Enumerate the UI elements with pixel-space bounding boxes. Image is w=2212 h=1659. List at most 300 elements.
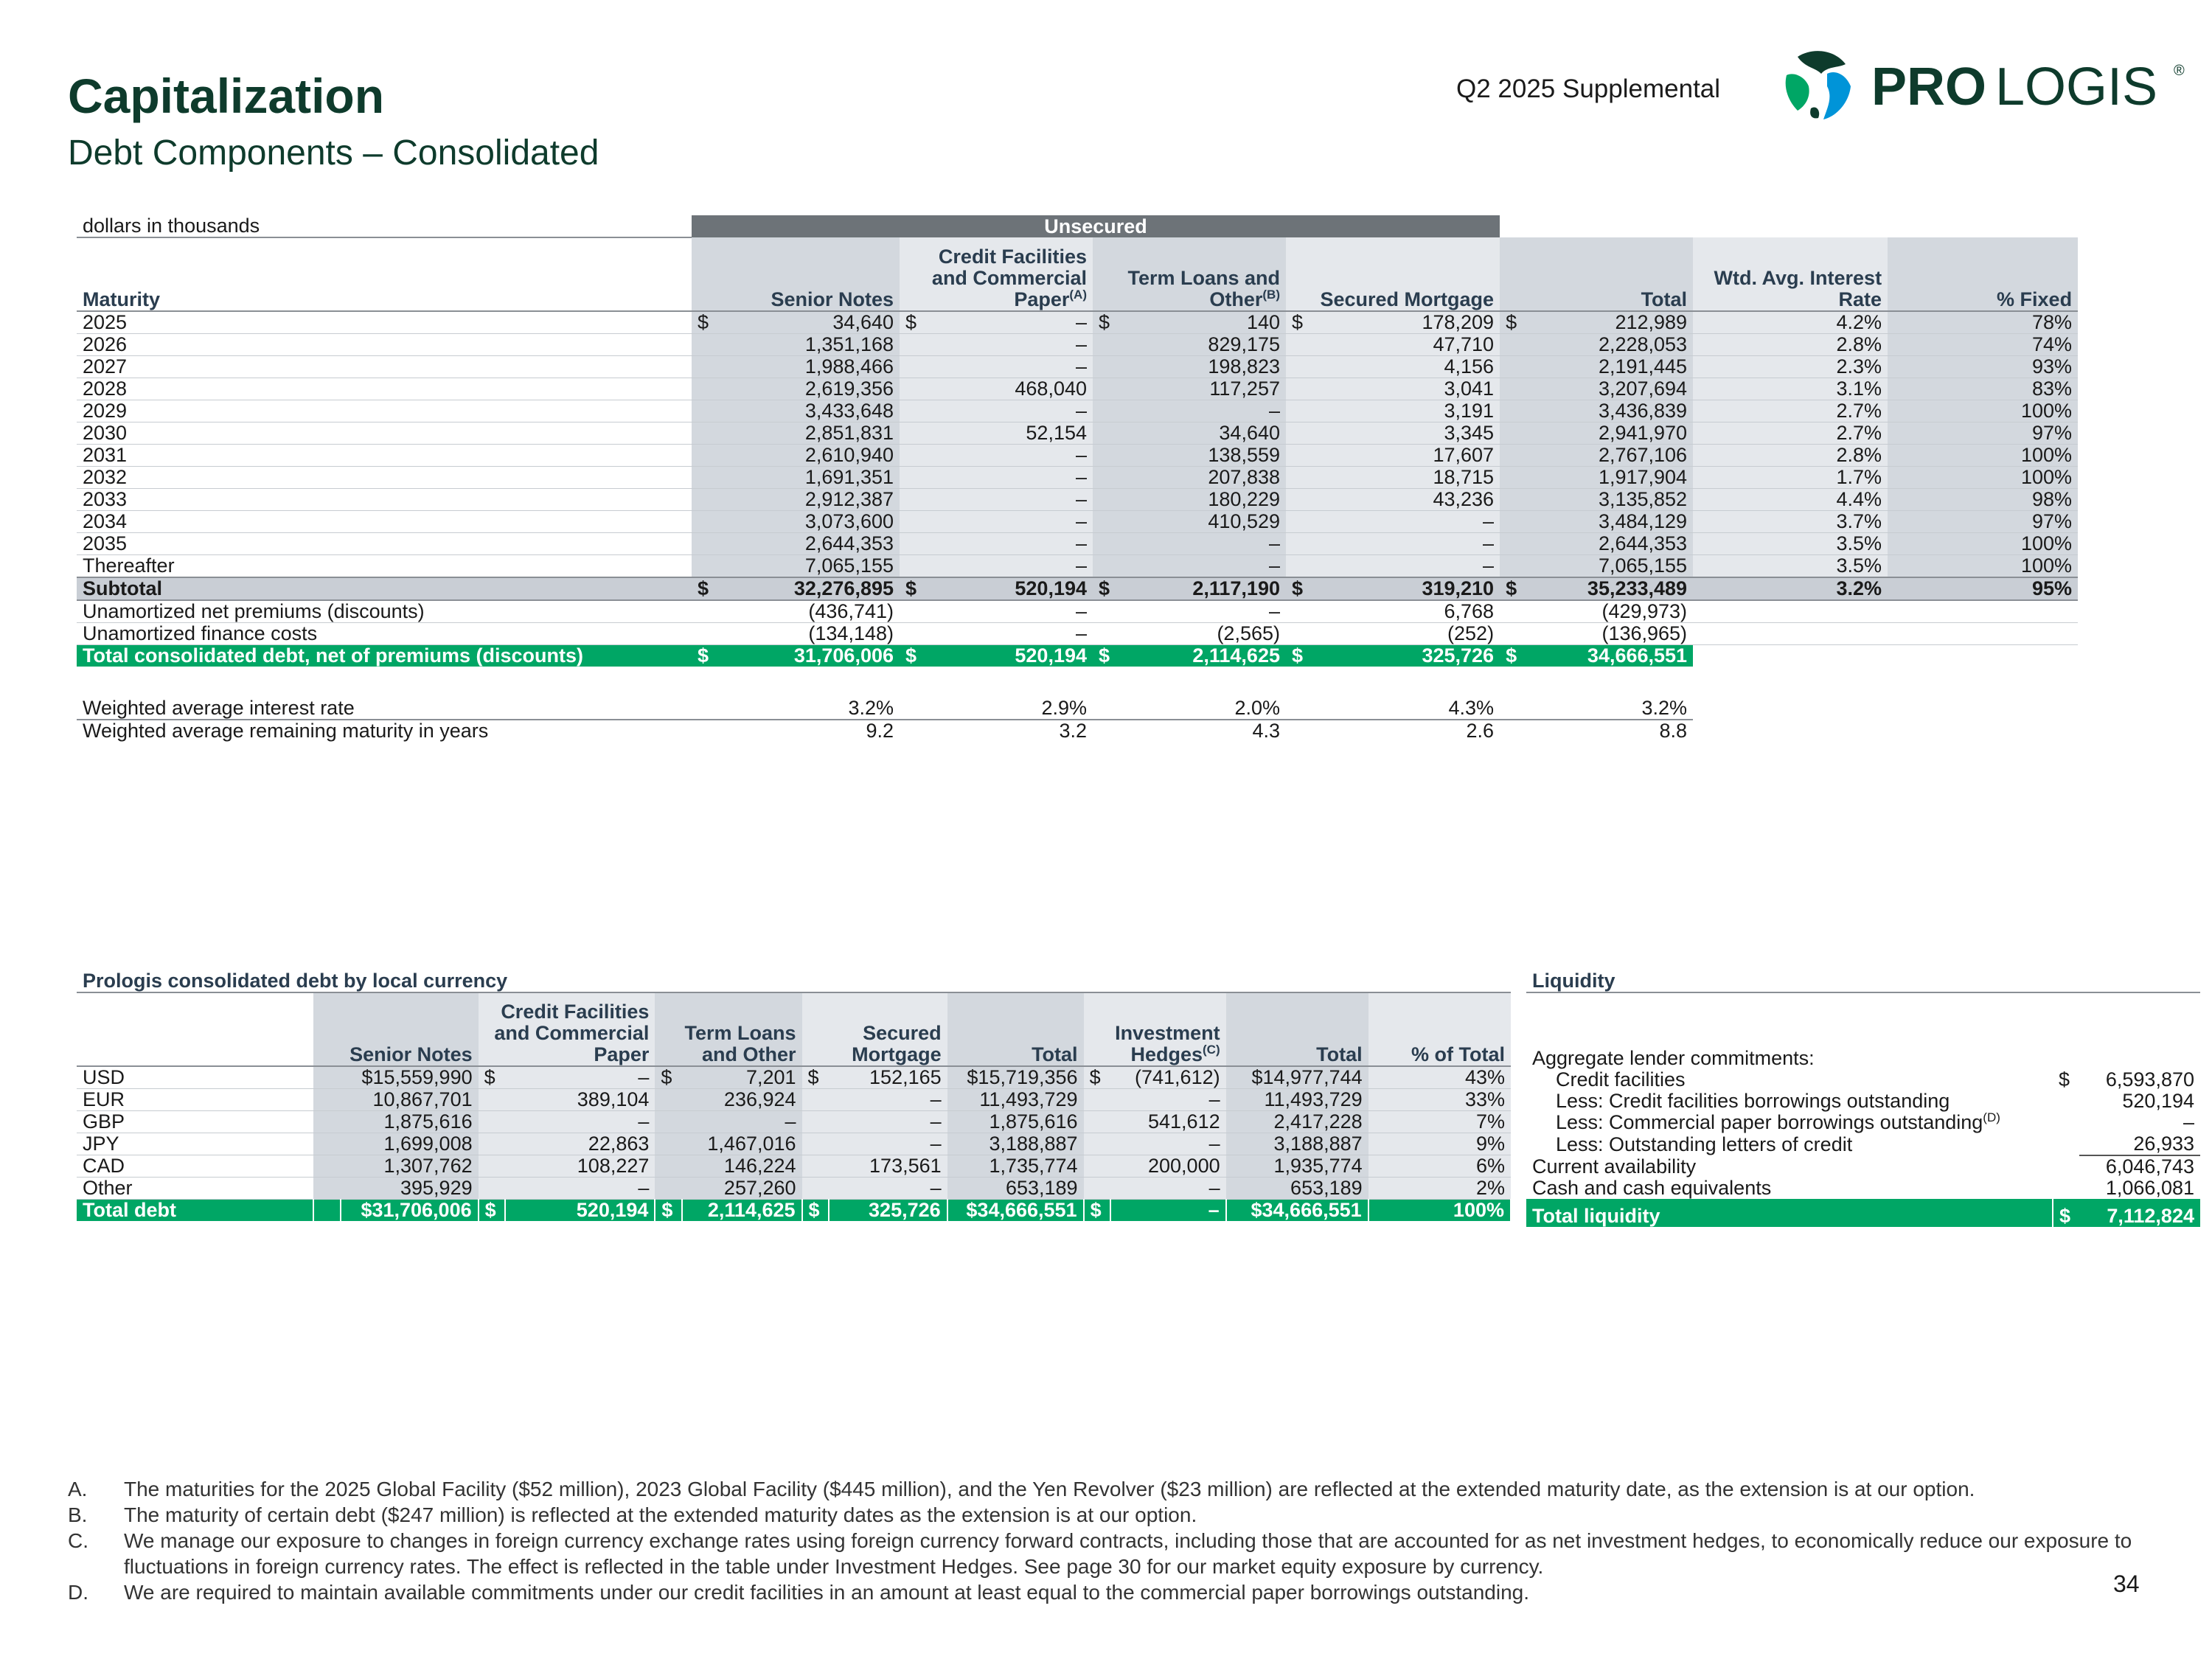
value-ih: – <box>1110 1200 1225 1222</box>
value-sm: – <box>1312 555 1500 578</box>
value-cf: – <box>926 511 1093 533</box>
value-tl: – <box>1119 600 1286 623</box>
value-cf: 2.9% <box>926 698 1093 720</box>
maturity-row <box>77 400 2078 422</box>
logo-text-bold: PRO <box>1871 58 1987 116</box>
value-tot: 2,644,353 <box>1526 533 1693 555</box>
wa-rate-row <box>77 698 2078 720</box>
currency-table <box>77 970 1512 1221</box>
table-cell <box>692 720 718 742</box>
value-tot: (136,965) <box>1526 623 1693 645</box>
value-tot2: $14,977,744 <box>1226 1066 1368 1089</box>
table-cell <box>1500 378 1526 400</box>
table-cell <box>1084 1155 1111 1178</box>
dollar-sign: $ <box>1084 1066 1111 1089</box>
liq-cash-value: 1,066,081 <box>2105 1178 2194 1199</box>
table-cell <box>1500 623 1526 645</box>
value-ih: – <box>1110 1178 1225 1200</box>
value-fixed: 95% <box>1888 577 2078 600</box>
value-tl: 34,640 <box>1119 422 1286 445</box>
value-rate: 2.8% <box>1693 334 1888 356</box>
value-cf: – <box>505 1178 655 1200</box>
value-sm: 47,710 <box>1312 334 1500 356</box>
value-sm: 319,210 <box>1312 577 1500 600</box>
value-sm: 2.6 <box>1466 720 1495 742</box>
value-cf: 3.2 <box>1059 720 1087 742</box>
table-cell <box>1500 489 1526 511</box>
value-tot: $15,719,356 <box>947 1066 1084 1089</box>
value-ih: 541,612 <box>1110 1111 1225 1133</box>
dollar-sign: $ <box>900 311 926 334</box>
value-tl: 117,257 <box>1119 378 1286 400</box>
table-cell <box>1500 720 1526 742</box>
footnote: D. We are required to maintain available commitments under our credit facilities in an amount at least equal to the commercial paper borrowings outstanding. <box>68 1581 1530 1604</box>
col-fixed: % Fixed <box>1888 237 2078 311</box>
currency-row <box>77 1178 1511 1200</box>
row-label: 2035 <box>77 533 692 555</box>
table-cell <box>900 378 926 400</box>
value-cf: – <box>926 555 1093 578</box>
table-cell <box>1500 600 1526 623</box>
value-sm: – <box>1312 511 1500 533</box>
row-label: Total consolidated debt, net of premiums (discounts) <box>77 645 692 667</box>
table-cell <box>1500 334 1526 356</box>
value-cf: – <box>926 356 1093 378</box>
dollar-sign: $ <box>2053 1199 2079 1227</box>
value-cf: – <box>926 334 1093 356</box>
value-sm: 4.3% <box>1312 698 1500 720</box>
dollar-sign: $ <box>692 645 718 667</box>
table-cell <box>655 1111 682 1133</box>
cur-col-secured: Secured Mortgage <box>802 992 947 1066</box>
liq-current-label: Current availability <box>1532 1155 1697 1178</box>
table-cell <box>1693 600 2078 623</box>
value-tl: – <box>1119 400 1286 422</box>
value-tot: 3,188,887 <box>947 1133 1084 1155</box>
table-cell <box>1286 489 1312 511</box>
table-cell <box>692 378 718 400</box>
dollar-sign: $ <box>479 1200 506 1222</box>
cur-col-credit-facilities: Credit Facilities and Commercial Paper <box>479 992 655 1066</box>
table-cell <box>1084 1089 1111 1111</box>
table-cell <box>1093 489 1119 511</box>
table-cell <box>692 334 718 356</box>
table-cell <box>900 720 926 742</box>
unsecured-group-header: Unsecured <box>692 215 1500 237</box>
value-tl: 829,175 <box>1119 334 1286 356</box>
value-sm: 152,165 <box>829 1066 947 1089</box>
table-cell <box>900 356 926 378</box>
value-sn: 2,851,831 <box>718 422 900 445</box>
value-sn: 31,706,006 <box>718 645 900 667</box>
footnote: B. The maturity of certain debt ($247 million) is reflected at the extended maturity dates as the extension is at our option. <box>68 1503 1197 1526</box>
value-fixed: 83% <box>1888 378 2078 400</box>
table-cell <box>1093 445 1119 467</box>
value-tl: – <box>1119 533 1286 555</box>
maturity-row <box>77 489 2078 511</box>
value-rate: 1.7% <box>1693 467 1888 489</box>
maturity-row <box>77 311 2078 334</box>
value-sn: (134,148) <box>718 623 900 645</box>
finance-costs-row <box>77 623 2078 645</box>
value-tl: 140 <box>1119 311 1286 334</box>
table-cell <box>1093 378 1119 400</box>
value-sn: 3,073,600 <box>718 511 900 533</box>
row-label: CAD <box>77 1155 313 1178</box>
value-sn: 32,276,895 <box>718 577 900 600</box>
dollar-sign: $ <box>692 311 718 334</box>
value-pct: 9% <box>1368 1133 1511 1155</box>
row-label: EUR <box>77 1089 313 1111</box>
row-label: 2029 <box>77 400 692 422</box>
wa-maturity-row <box>77 720 2078 742</box>
value-tl: 2,114,625 <box>682 1200 802 1222</box>
value-sm: 18,715 <box>1312 467 1500 489</box>
row-label: Thereafter <box>77 555 692 578</box>
liq-credit-facilities-label: Credit facilities <box>1556 1069 1686 1091</box>
table-cell <box>1093 533 1119 555</box>
table-cell <box>692 422 718 445</box>
dollar-sign: $ <box>802 1200 830 1222</box>
value-sm: 3,191 <box>1312 400 1500 422</box>
table-cell <box>1693 698 2078 720</box>
col-senior-notes: Senior Notes <box>692 237 900 311</box>
value-cf: 468,040 <box>926 378 1093 400</box>
value-fixed: 100% <box>1888 467 2078 489</box>
table-cell <box>313 1178 341 1200</box>
table-cell <box>1093 422 1119 445</box>
table-cell <box>692 467 718 489</box>
value-tot: 3,207,694 <box>1526 378 1693 400</box>
maturity-row <box>77 533 2078 555</box>
row-label: 2030 <box>77 422 692 445</box>
table-cell <box>1093 356 1119 378</box>
liq-cash-label: Cash and cash equivalents <box>1532 1178 1772 1199</box>
value-tl: 257,260 <box>682 1178 802 1200</box>
table-cell <box>900 400 926 422</box>
value-cf: 52,154 <box>926 422 1093 445</box>
table-cell <box>1084 1133 1111 1155</box>
table-cell <box>1286 600 1312 623</box>
row-label: Subtotal <box>77 577 692 600</box>
table-cell <box>479 1133 506 1155</box>
liquidity-title: Liquidity <box>1526 970 2200 992</box>
table-cell <box>802 1178 830 1200</box>
value-tot2: 11,493,729 <box>1226 1089 1368 1111</box>
row-label: Weighted average interest rate <box>77 698 692 720</box>
table-cell <box>1286 422 1312 445</box>
value-tl: 207,838 <box>1119 467 1286 489</box>
maturity-table <box>77 215 2078 742</box>
table-cell <box>1500 400 1526 422</box>
table-cell <box>1286 467 1312 489</box>
value-sm: 6,768 <box>1312 600 1500 623</box>
value-tl: 180,229 <box>1119 489 1286 511</box>
value-tot: 1,875,616 <box>947 1111 1084 1133</box>
value-rate: 3.1% <box>1693 378 1888 400</box>
value-tot: 34,666,551 <box>1526 645 1693 667</box>
col-maturity: Maturity <box>83 288 161 310</box>
dollar-sign: $ <box>479 1066 506 1089</box>
liq-credit-facilities-value: 6,593,870 <box>2105 1069 2194 1091</box>
col-secured-mortgage: Secured Mortgage <box>1286 237 1500 311</box>
table-cell <box>1286 445 1312 467</box>
dollar-sign: $ <box>1500 645 1526 667</box>
value-fixed: 100% <box>1888 445 2078 467</box>
value-rate: 3.2% <box>1693 577 1888 600</box>
value-cf: – <box>505 1066 655 1089</box>
currency-row <box>77 1089 1511 1111</box>
table-cell <box>655 1089 682 1111</box>
value-sm: – <box>829 1133 947 1155</box>
row-label: JPY <box>77 1133 313 1155</box>
value-cf: 389,104 <box>505 1089 655 1111</box>
table-cell <box>900 445 926 467</box>
table-cell <box>1500 698 1526 720</box>
table-cell <box>1084 1178 1111 1200</box>
value-sm: – <box>829 1178 947 1200</box>
value-tot: 7,065,155 <box>1526 555 1693 578</box>
table-cell <box>1093 400 1119 422</box>
footnote: C. We manage our exposure to changes in foreign currency exchange rates using foreign currency forward contracts, including those that are accounted for as net investment hedges, to economically reduce our exposure to fluctuations in foreign currency rates. The effect is reflected in the table under Investment Hedges. See page 30 for our market equity exposure by currency. <box>68 1529 2132 1578</box>
value-sn: 3.2% <box>718 698 900 720</box>
table-cell <box>479 1111 506 1133</box>
value-rate: 4.4% <box>1693 489 1888 511</box>
value-rate: 2.7% <box>1693 400 1888 422</box>
table-cell <box>1500 467 1526 489</box>
currency-row <box>77 1066 1511 1089</box>
value-cf: – <box>926 489 1093 511</box>
value-cf: 520,194 <box>926 645 1093 667</box>
value-tl: 198,823 <box>1119 356 1286 378</box>
value-fixed: 98% <box>1888 489 2078 511</box>
value-tot2: 3,188,887 <box>1226 1133 1368 1155</box>
currency-row <box>77 1133 1511 1155</box>
dollar-sign: $ <box>1286 577 1312 600</box>
table-cell <box>313 1200 341 1222</box>
value-pct: 2% <box>1368 1178 1511 1200</box>
table-cell <box>1286 400 1312 422</box>
liq-current-value: 6,046,743 <box>2105 1155 2194 1178</box>
col-term-loans: Term Loans and Other$^{(B)}$ <box>1093 237 1286 311</box>
liq-less-lc-label: Less: Outstanding letters of credit <box>1556 1133 1853 1155</box>
maturity-row <box>77 356 2078 378</box>
table-cell <box>1093 511 1119 533</box>
value-tl: 1,467,016 <box>682 1133 802 1155</box>
value-sn: (436,741) <box>718 600 900 623</box>
table-cell <box>1286 698 1312 720</box>
value-sn: 395,929 <box>341 1178 479 1200</box>
cur-col-total2: Total <box>1226 992 1368 1066</box>
table-cell <box>1093 720 1119 742</box>
table-cell <box>313 1066 341 1089</box>
page-number: 34 <box>2113 1571 2140 1597</box>
value-sn: 34,640 <box>718 311 900 334</box>
table-cell <box>692 533 718 555</box>
table-cell <box>802 1111 830 1133</box>
table-cell <box>692 511 718 533</box>
value-rate: 2.3% <box>1693 356 1888 378</box>
spacer-row <box>77 667 2078 698</box>
value-cf: – <box>926 311 1093 334</box>
table-cell <box>313 1089 341 1111</box>
value-tot: 1,735,774 <box>947 1155 1084 1178</box>
value-sm: – <box>829 1111 947 1133</box>
value-cf: – <box>926 533 1093 555</box>
currency-title: Prologis consolidated debt by local currency <box>77 970 1511 992</box>
liq-less-cp-label: Less: Commercial paper borrowings outstanding$^{(D)}$ <box>1556 1112 2000 1133</box>
value-tl: 138,559 <box>1119 445 1286 467</box>
value-pct: 33% <box>1368 1089 1511 1111</box>
table-cell <box>1500 555 1526 578</box>
logo-registered-mark: ® <box>2174 63 2185 79</box>
value-tot: 35,233,489 <box>1526 577 1693 600</box>
value-sn: 1,351,168 <box>718 334 900 356</box>
logo-text: LOGIS <box>1995 58 2158 116</box>
row-label: 2028 <box>77 378 692 400</box>
table-cell <box>1286 511 1312 533</box>
dollar-sign: $ <box>655 1066 682 1089</box>
liq-total-value: 7,112,824 <box>2079 1199 2200 1227</box>
table-cell <box>479 1155 506 1178</box>
value-cf: – <box>926 445 1093 467</box>
value-cf: – <box>926 467 1093 489</box>
value-tot: 1,917,904 <box>1526 467 1693 489</box>
value-pct: 100% <box>1368 1200 1511 1222</box>
dollar-sign: $ <box>692 577 718 600</box>
subtotal-row <box>77 577 2078 600</box>
value-sn: $31,706,006 <box>341 1200 479 1222</box>
row-label: USD <box>77 1066 313 1089</box>
value-tl: – <box>1119 555 1286 578</box>
table-cell <box>1286 555 1312 578</box>
currency-row <box>77 1111 1511 1133</box>
value-tot: (429,973) <box>1526 600 1693 623</box>
row-label: Weighted average remaining maturity in years <box>83 720 489 742</box>
value-sm: 173,561 <box>829 1155 947 1178</box>
value-sm: 3,041 <box>1312 378 1500 400</box>
currency-row <box>77 1155 1511 1178</box>
value-sn: 2,912,387 <box>718 489 900 511</box>
maturity-row <box>77 378 2078 400</box>
table-cell <box>900 334 926 356</box>
table-cell <box>692 445 718 467</box>
table-cell <box>1093 600 1119 623</box>
table-cell <box>479 1178 506 1200</box>
table-cell <box>1093 698 1119 720</box>
maturity-row <box>77 422 2078 445</box>
value-cf: – <box>926 400 1093 422</box>
cur-col-pct: % of Total <box>1368 992 1511 1066</box>
value-tot: 212,989 <box>1526 311 1693 334</box>
table-cell <box>900 623 926 645</box>
table-cell <box>1693 623 2078 645</box>
table-cell <box>655 1178 682 1200</box>
value-sn: 1,988,466 <box>718 356 900 378</box>
dollar-sign: $ <box>1500 577 1526 600</box>
table-cell <box>1286 334 1312 356</box>
row-label: 2033 <box>77 489 692 511</box>
table-cell <box>1093 334 1119 356</box>
value-tot: $34,666,551 <box>947 1200 1084 1222</box>
liquidity-table <box>1526 970 2200 1227</box>
table-cell <box>1093 623 1119 645</box>
cur-col-term-loans: Term Loans and Other <box>655 992 801 1066</box>
footnotes <box>68 1476 2147 1605</box>
value-cf: – <box>505 1111 655 1133</box>
value-rate: 3.7% <box>1693 511 1888 533</box>
dollar-sign: $ <box>1286 645 1312 667</box>
maturity-row <box>77 467 2078 489</box>
value-rate: 3.5% <box>1693 533 1888 555</box>
row-label: Total debt <box>77 1200 313 1222</box>
row-label: Unamortized net premiums (discounts) <box>77 600 692 623</box>
value-sn: 7,065,155 <box>718 555 900 578</box>
value-sn: 3,433,648 <box>718 400 900 422</box>
value-sn: $15,559,990 <box>341 1066 479 1089</box>
value-sm: 4,156 <box>1312 356 1500 378</box>
liq-less-cf-label: Less: Credit facilities borrowings outstanding <box>1556 1091 1950 1112</box>
value-pct: 6% <box>1368 1155 1511 1178</box>
value-cf: – <box>926 600 1093 623</box>
value-fixed: 78% <box>1888 311 2078 334</box>
value-sm: – <box>1312 533 1500 555</box>
value-rate: 3.5% <box>1693 555 1888 578</box>
table-cell <box>479 1089 506 1111</box>
value-tot: 2,767,106 <box>1526 445 1693 467</box>
value-tot: 11,493,729 <box>947 1089 1084 1111</box>
row-label: 2031 <box>77 445 692 467</box>
value-tot2: 2,417,228 <box>1226 1111 1368 1133</box>
value-fixed: 100% <box>1888 533 2078 555</box>
dollar-sign: $ <box>1084 1200 1111 1222</box>
value-cf: – <box>926 623 1093 645</box>
page-title: Capitalization <box>68 69 385 123</box>
footnote: A. The maturities for the 2025 Global Facility ($52 million), 2023 Global Facility ($445 million), and the Yen Revolver ($23 million) are reflected at the extended maturity date, as the extension is at our option. <box>68 1478 1975 1500</box>
value-fixed: 97% <box>1888 422 2078 445</box>
table-cell <box>1693 645 2078 667</box>
table-cell <box>655 1155 682 1178</box>
value-sn: 1,699,008 <box>341 1133 479 1155</box>
value-sn: 9.2 <box>866 720 894 742</box>
value-ih: (741,612) <box>1110 1066 1225 1089</box>
maturity-row <box>77 334 2078 356</box>
value-cf: 108,227 <box>505 1155 655 1178</box>
table-cell <box>692 555 718 578</box>
table-cell <box>1093 555 1119 578</box>
value-sm: 17,607 <box>1312 445 1500 467</box>
value-sn: 2,619,356 <box>718 378 900 400</box>
value-tl: 236,924 <box>682 1089 802 1111</box>
table-cell <box>1286 623 1312 645</box>
value-sm: 178,209 <box>1312 311 1500 334</box>
table-cell <box>313 1155 341 1178</box>
value-tl: (2,565) <box>1119 623 1286 645</box>
value-fixed: 97% <box>1888 511 2078 533</box>
table-cell <box>692 698 718 720</box>
value-fixed: 100% <box>1888 555 2078 578</box>
value-rate: 4.2% <box>1693 311 1888 334</box>
value-fixed: 100% <box>1888 400 2078 422</box>
col-total: Total <box>1500 237 1693 311</box>
value-ih: – <box>1110 1133 1225 1155</box>
value-cf: 22,863 <box>505 1133 655 1155</box>
cur-col-hedges: Investment Hedges$^{(C)}$ <box>1084 992 1226 1066</box>
table-cell <box>1084 1111 1111 1133</box>
table-cell <box>1286 356 1312 378</box>
value-tl: 2,114,625 <box>1119 645 1286 667</box>
value-pct: 43% <box>1368 1066 1511 1089</box>
